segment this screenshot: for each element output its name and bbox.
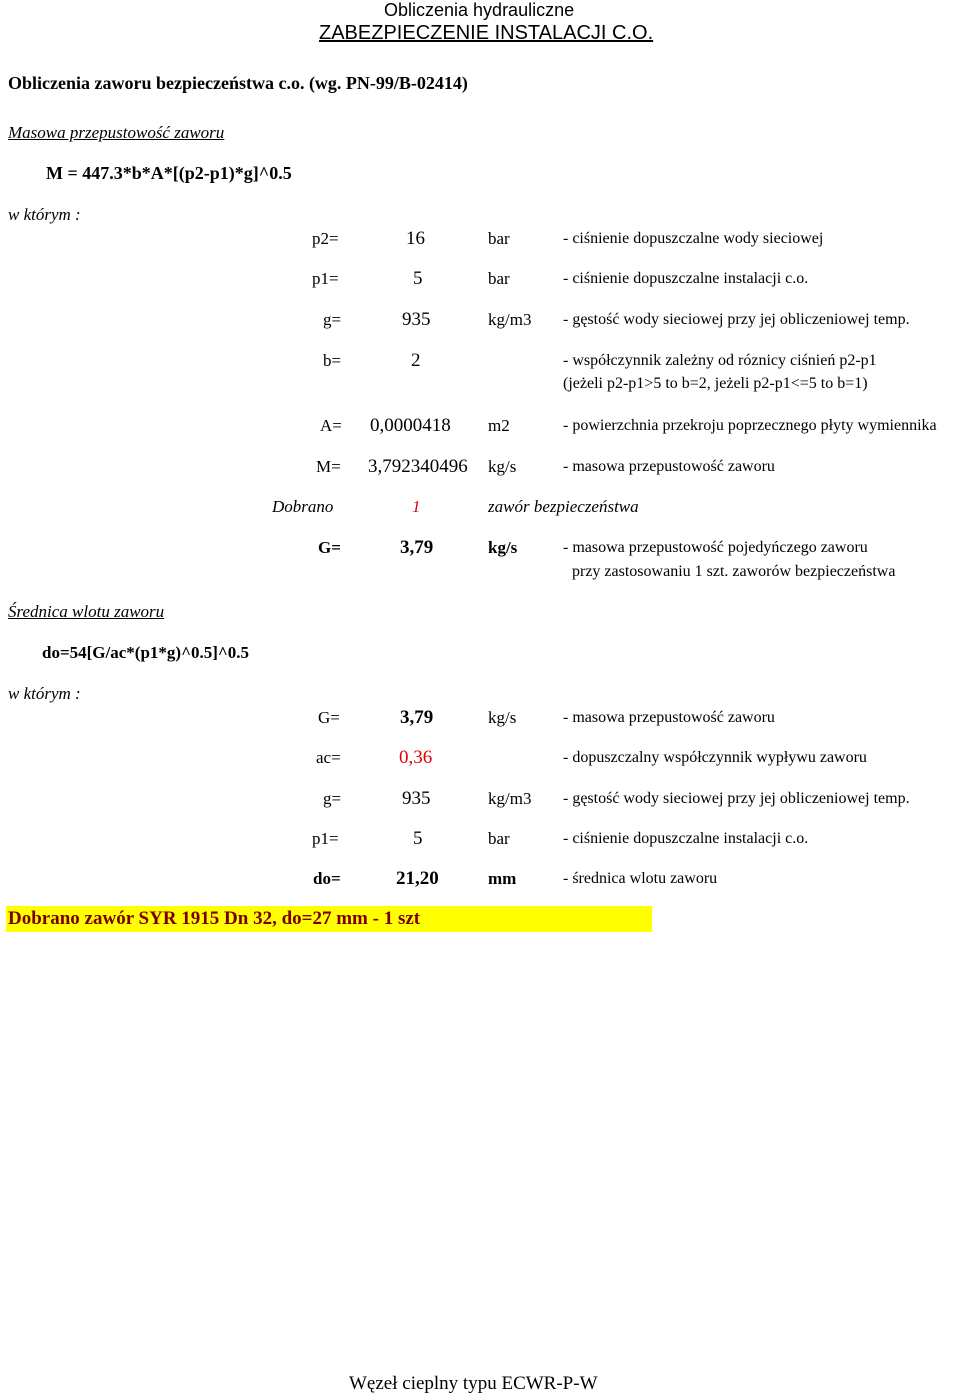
- flow-formula: M = 447.3*b*A*[(p2-p1)*g]^0.5: [46, 163, 292, 183]
- value-G2: 3,79: [400, 707, 434, 728]
- value-do: 21,20: [396, 868, 439, 889]
- header-title: Obliczenia hydrauliczne: [384, 0, 575, 20]
- selected-item: zawór bezpieczeństwa: [488, 497, 639, 516]
- symbol-A: A=: [320, 416, 342, 435]
- value-p1-2: 5: [413, 828, 423, 849]
- value-p1: 5: [413, 268, 423, 289]
- desc-p2: - ciśnienie dopuszczalne wody sieciowej: [563, 230, 824, 247]
- where-label-2: w którym :: [8, 684, 81, 703]
- value-M: 3,792340496: [368, 456, 468, 477]
- symbol-p1: p1=: [312, 269, 339, 288]
- header-subtitle: ZABEZPIECZENIE INSTALACJI C.O.: [319, 22, 654, 44]
- desc-G: - masowa przepustowość pojedyńczego zaworu: [563, 539, 868, 556]
- value-ac: 0,36: [399, 747, 433, 768]
- unit-M: kg/s: [488, 457, 517, 476]
- symbol-do: do=: [313, 869, 341, 888]
- desc-g: - gęstość wody sieciowej przy jej obliczeniowej temp.: [563, 311, 910, 328]
- unit-g: kg/m3: [488, 310, 532, 329]
- symbol-g: g=: [323, 310, 342, 329]
- symbol-ac: ac=: [316, 748, 341, 767]
- desc-b-note: (jeżeli p2-p1>5 to b=2, jeżeli p2-p1<=5 to b=1): [563, 375, 868, 392]
- desc-G-note: przy zastosowaniu 1 szt. zaworów bezpieczeństwa: [572, 563, 896, 580]
- symbol-g2: g=: [323, 789, 342, 808]
- symbol-M: M=: [316, 457, 341, 476]
- desc-ac: - dopuszczalny współczynnik wypływu zaworu: [563, 749, 867, 766]
- desc-p1-2: - ciśnienie dopuszczalne instalacji c.o.: [563, 830, 809, 847]
- value-g2: 935: [402, 788, 431, 809]
- desc-p1: - ciśnienie dopuszczalne instalacji c.o.: [563, 270, 809, 287]
- symbol-p1-2: p1=: [312, 829, 339, 848]
- unit-p2: bar: [488, 229, 510, 248]
- unit-do: mm: [488, 869, 517, 888]
- symbol-b: b=: [323, 351, 342, 370]
- selected-label: Dobrano: [272, 497, 334, 516]
- unit-p1-2: bar: [488, 829, 510, 848]
- unit-g2: kg/m3: [488, 789, 532, 808]
- diameter-formula: do=54[G/ac*(p1*g)^0.5]^0.5: [42, 643, 249, 662]
- desc-do: - średnica wlotu zaworu: [563, 870, 718, 887]
- desc-M: - masowa przepustowość zaworu: [563, 458, 775, 475]
- value-g: 935: [402, 309, 431, 330]
- unit-G2: kg/s: [488, 708, 517, 727]
- value-b: 2: [411, 350, 421, 371]
- symbol-p2: p2=: [312, 229, 339, 248]
- unit-A: m2: [488, 416, 510, 435]
- value-A: 0,0000418: [370, 415, 451, 436]
- value-p2: 16: [406, 228, 425, 249]
- desc-G2: - masowa przepustowość zaworu: [563, 709, 775, 726]
- desc-A: - powierzchnia przekroju poprzecznego płyty wymiennika: [563, 417, 937, 434]
- unit-p1: bar: [488, 269, 510, 288]
- section-heading-diameter: Średnica wlotu zaworu: [8, 602, 165, 621]
- where-label: w którym :: [8, 205, 81, 224]
- symbol-G2: G=: [318, 708, 340, 727]
- page-footer: Węzeł cieplny typu ECWR-P-W: [349, 1373, 598, 1394]
- section-heading-flow: Masowa przepustowość zaworu: [8, 123, 225, 142]
- result-banner: Dobrano zawór SYR 1915 Dn 32, do=27 mm - 1 szt: [6, 906, 652, 932]
- document-title: Obliczenia zaworu bezpieczeństwa c.o. (wg. PN-99/B-02414): [8, 73, 468, 93]
- selected-count: 1: [412, 497, 421, 516]
- symbol-G: G=: [318, 538, 341, 557]
- unit-G: kg/s: [488, 538, 518, 557]
- value-G: 3,79: [400, 537, 434, 558]
- desc-b: - współczynnik zależny od róznicy ciśnień p2-p1: [563, 352, 877, 369]
- desc-g2: - gęstość wody sieciowej przy jej obliczeniowej temp.: [563, 790, 910, 807]
